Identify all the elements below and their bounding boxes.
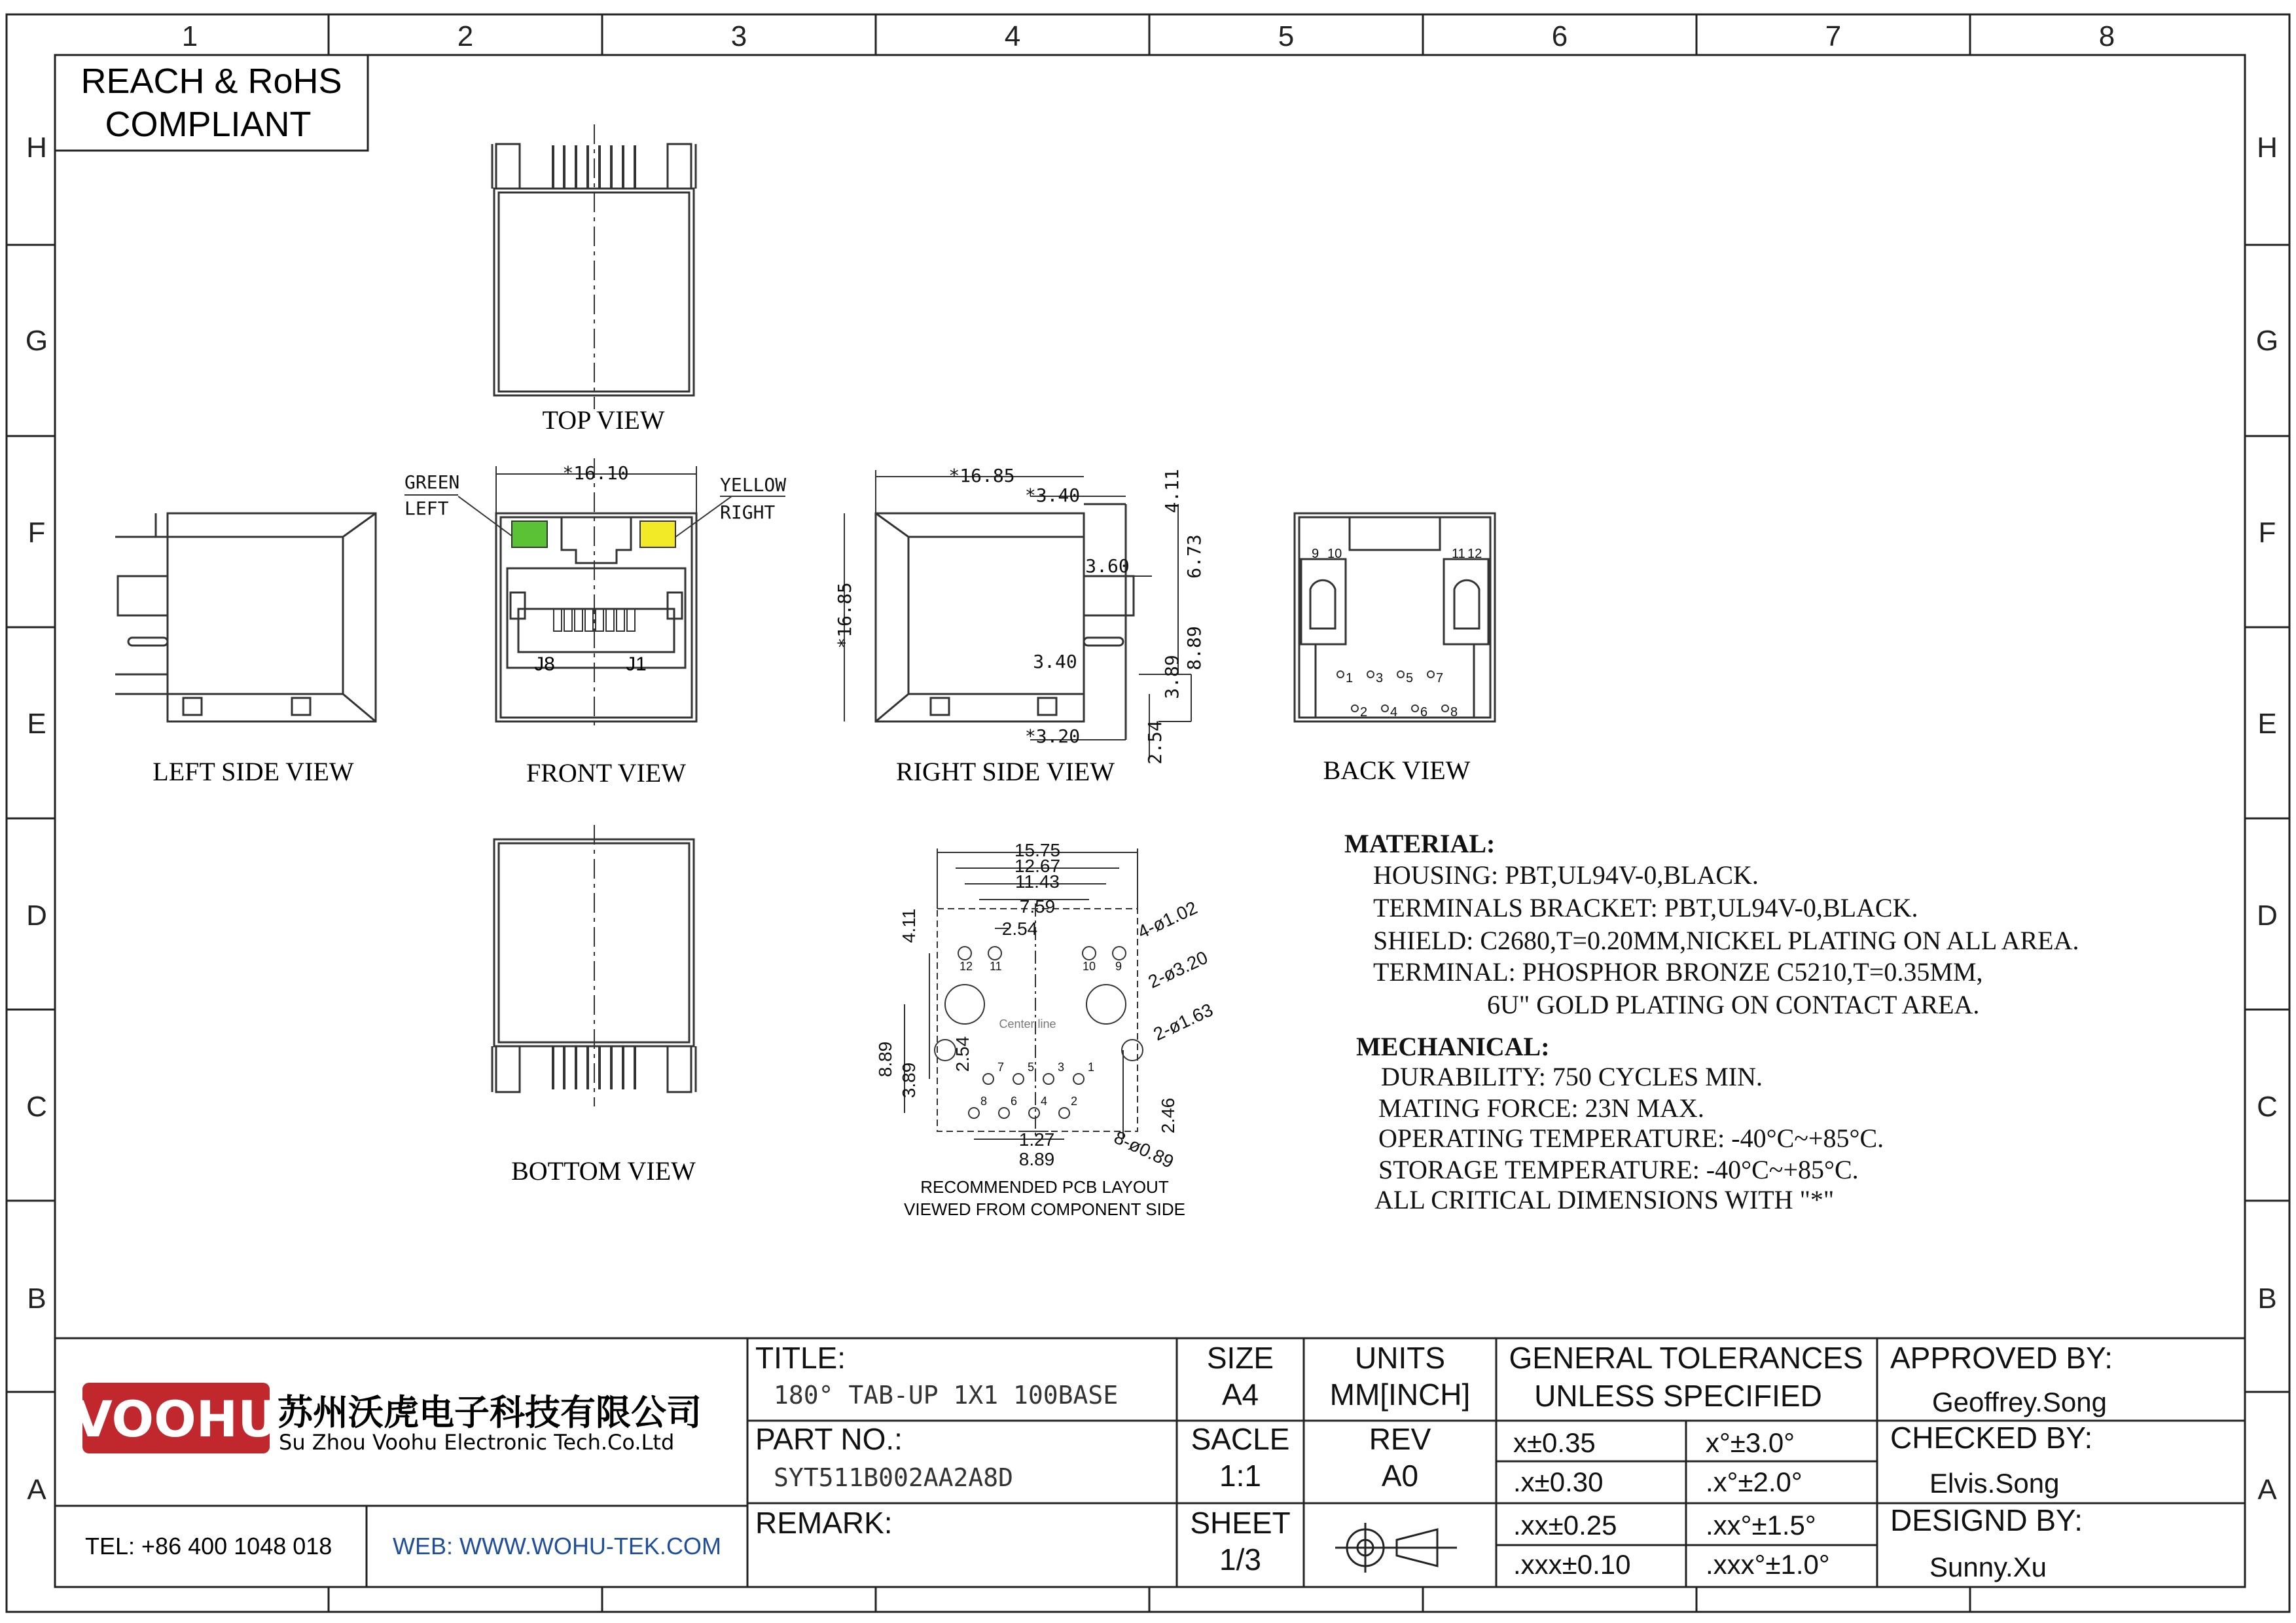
units-label: UNITS — [1355, 1341, 1445, 1375]
bottom-view-drawing — [492, 825, 696, 1106]
pcb-vdim-411: 4.11 — [899, 908, 919, 943]
pcb-center-line-label: Center line — [999, 1017, 1056, 1030]
size-label: SIZE — [1206, 1341, 1274, 1375]
col-label-8: 8 — [2098, 20, 2115, 52]
part-no-value: SYT511B002AA2A8D — [774, 1463, 1014, 1492]
company-name-cn: 苏州沃虎电子科技有限公司 — [278, 1392, 702, 1433]
scale-value: 1:1 — [1219, 1459, 1261, 1493]
contact-web: WEB: WWW.WOHU-TEK.COM — [393, 1533, 721, 1559]
row-label-a-right: A — [2257, 1474, 2277, 1506]
rs-dim-360: 3.60 — [1085, 555, 1130, 577]
rs-dim-411: 4.11 — [1161, 469, 1183, 513]
material-line-2: TERMINALS BRACKET: PBT,UL94V-0,BLACK. — [1373, 893, 1918, 922]
led-right-side-label: RIGHT — [720, 501, 776, 523]
pin-j8-label: J8 — [534, 653, 555, 675]
row-label-h-left: H — [26, 132, 47, 164]
col-label-2: 2 — [457, 20, 474, 52]
col-label-5: 5 — [1278, 20, 1295, 52]
rs-length-dim: *16.85 — [948, 465, 1015, 486]
led-green — [512, 521, 547, 547]
pcb-hole-089: 8-ø0.89 — [1111, 1127, 1177, 1173]
led-left-color-label: GREEN — [404, 471, 460, 493]
pcb-hole-320: 2-ø3.20 — [1145, 947, 1211, 993]
row-label-b-right: B — [2257, 1283, 2277, 1315]
back-led-pin-9: 9 — [1312, 547, 1319, 561]
title-label: TITLE: — [755, 1341, 846, 1375]
back-view-label: BACK VIEW — [1323, 756, 1471, 785]
rev-value: A0 — [1381, 1459, 1419, 1493]
row-label-a-left: A — [27, 1474, 46, 1506]
col-label-7: 7 — [1825, 20, 1842, 52]
mechanical-line-3: OPERATING TEMPERATURE: -40°C~+85°C. — [1378, 1123, 1884, 1153]
row-label-f-right: F — [2258, 517, 2276, 549]
pcb-bdim-127: 1.27 — [1018, 1129, 1055, 1150]
mechanical-line-1: DURABILITY: 750 CYCLES MIN. — [1381, 1062, 1763, 1091]
tol-row4-linear: .xxx±0.10 — [1513, 1549, 1631, 1580]
pcb-dim-1575: 15.75 — [1014, 840, 1061, 860]
pcb-pin-1: 1 — [1088, 1061, 1095, 1074]
top-view-label: TOP VIEW — [542, 405, 665, 435]
pcb-vdim-889: 8.89 — [875, 1041, 895, 1078]
back-pin-3: 3 — [1376, 671, 1384, 685]
rev-label: REV — [1369, 1422, 1431, 1456]
row-label-g-right: G — [2255, 325, 2279, 357]
back-view-drawing — [1295, 513, 1495, 721]
back-led-pin-12: 12 — [1467, 547, 1482, 561]
pcb-caption-line2: VIEWED FROM COMPONENT SIDE — [904, 1199, 1185, 1219]
designed-label: DESIGND BY: — [1890, 1503, 2083, 1537]
front-view-drawing — [458, 458, 732, 727]
pcb-pin-11: 11 — [990, 960, 1002, 973]
pcb-pin-10: 10 — [1083, 960, 1096, 973]
pcb-vdim-389: 3.89 — [899, 1062, 919, 1099]
tol-row3-angular: .xx°±1.5° — [1706, 1510, 1816, 1541]
rs-dim-889: 8.89 — [1183, 626, 1205, 670]
rs-dim-673: 6.73 — [1183, 534, 1205, 579]
back-pin-5: 5 — [1406, 671, 1414, 685]
title-value: 180° TAB-UP 1X1 100BASE — [774, 1381, 1119, 1410]
pin-j1-label: J1 — [626, 653, 647, 675]
rs-height-dim: *16.85 — [834, 582, 855, 649]
material-heading: MATERIAL: — [1344, 829, 1496, 858]
pcb-pin-8: 8 — [980, 1095, 988, 1108]
mechanical-line-4: STORAGE TEMPERATURE: -40°C~+85°C. — [1378, 1155, 1859, 1184]
pcb-dim-1267: 12.67 — [1014, 856, 1061, 876]
right-side-view-label: RIGHT SIDE VIEW — [895, 757, 1115, 786]
pcb-pin-6: 6 — [1011, 1095, 1018, 1108]
units-value: MM[INCH] — [1329, 1377, 1471, 1412]
pcb-caption-line1: RECOMMENDED PCB LAYOUT — [920, 1177, 1169, 1197]
designed-value: Sunny.Xu — [1929, 1552, 2047, 1582]
led-left-side-label: LEFT — [404, 498, 449, 519]
scale-label: SACLE — [1191, 1422, 1290, 1456]
row-label-f-left: F — [27, 517, 46, 549]
pcb-hole-102: 4-ø1.02 — [1134, 897, 1200, 943]
size-value: A4 — [1221, 1377, 1259, 1412]
checked-label: CHECKED BY: — [1890, 1421, 2093, 1455]
checked-value: Elvis.Song — [1929, 1468, 2060, 1499]
pcb-pin-12: 12 — [960, 960, 973, 973]
top-view-drawing — [492, 124, 696, 409]
front-view-label: FRONT VIEW — [526, 758, 687, 788]
part-no-label: PART NO.: — [755, 1422, 903, 1456]
tol-row2-linear: .x±0.30 — [1513, 1467, 1604, 1497]
compliance-line1: REACH & RoHS — [81, 62, 342, 101]
material-line-4: TERMINAL: PHOSPHOR BRONZE C5210,T=0.35MM, — [1373, 957, 1983, 987]
col-label-6: 6 — [1551, 20, 1568, 52]
sheet-value: 1/3 — [1219, 1542, 1261, 1577]
row-label-c-right: C — [2257, 1091, 2278, 1123]
col-label-1: 1 — [181, 20, 198, 52]
row-label-c-left: C — [26, 1091, 47, 1123]
material-line-5: 6U" GOLD PLATING ON CONTACT AREA. — [1487, 990, 1980, 1019]
projection-symbol-icon — [1335, 1523, 1457, 1573]
pcb-vdim-246: 2.46 — [1158, 1097, 1178, 1134]
material-line-1: HOUSING: PBT,UL94V-0,BLACK. — [1373, 860, 1759, 890]
col-label-3: 3 — [730, 20, 747, 52]
pcb-hole-163: 2-ø1.63 — [1150, 999, 1216, 1045]
row-label-e-left: E — [27, 708, 46, 740]
back-pin-7: 7 — [1436, 671, 1444, 685]
approved-value: Geoffrey.Song — [1932, 1387, 2107, 1417]
material-line-3: SHIELD: C2680,T=0.20MM,NICKEL PLATING ON ALL AREA. — [1373, 926, 2079, 955]
right-side-view-drawing — [876, 504, 1134, 740]
row-label-g-left: G — [25, 325, 48, 357]
pcb-layout-drawing — [905, 848, 1143, 1139]
pcb-pin-7: 7 — [997, 1061, 1005, 1074]
logo-text: VOOHU — [73, 1390, 279, 1448]
back-pin-2: 2 — [1360, 705, 1368, 720]
pcb-pin-5: 5 — [1028, 1061, 1035, 1074]
approved-label: APPROVED BY: — [1890, 1341, 2113, 1375]
compliance-line2: COMPLIANT — [105, 105, 312, 144]
row-label-b-left: B — [27, 1283, 46, 1315]
bottom-view-label: BOTTOM VIEW — [511, 1156, 696, 1186]
company-name-en: Su Zhou Voohu Electronic Tech.Co.Ltd — [279, 1430, 675, 1455]
tolerance-heading-1: GENERAL TOLERANCES — [1509, 1341, 1863, 1375]
back-led-pin-10: 10 — [1327, 547, 1342, 561]
back-pin-8: 8 — [1450, 705, 1458, 720]
pcb-dim-1143: 11.43 — [1015, 871, 1060, 892]
row-label-e-right: E — [2257, 708, 2277, 740]
back-pin-1: 1 — [1346, 671, 1354, 685]
left-side-view-drawing — [115, 513, 376, 721]
rs-dim-340-top: *3.40 — [1024, 484, 1081, 506]
mechanical-line-2: MATING FORCE: 23N MAX. — [1378, 1093, 1704, 1123]
pcb-vdim-254: 2.54 — [952, 1036, 973, 1072]
pcb-pin-9: 9 — [1115, 960, 1122, 973]
sheet-label: SHEET — [1190, 1506, 1291, 1540]
rs-dim-254: 2.54 — [1144, 720, 1166, 765]
rs-dim-340: 3.40 — [1033, 651, 1077, 672]
row-label-h-right: H — [2257, 132, 2278, 164]
col-label-4: 4 — [1004, 20, 1021, 52]
mechanical-line-5: ALL CRITICAL DIMENSIONS WITH "*" — [1374, 1185, 1835, 1214]
mechanical-heading: MECHANICAL: — [1356, 1032, 1550, 1061]
row-label-d-left: D — [26, 900, 47, 932]
pcb-pin-2: 2 — [1071, 1095, 1078, 1108]
rs-dim-320: *3.20 — [1024, 725, 1081, 747]
rs-dim-389: 3.89 — [1161, 655, 1183, 699]
tolerance-heading-2: UNLESS SPECIFIED — [1534, 1379, 1822, 1413]
led-yellow — [640, 521, 675, 547]
pcb-pin-4: 4 — [1041, 1095, 1048, 1108]
back-pin-4: 4 — [1390, 705, 1398, 720]
contact-tel: TEL: +86 400 1048 018 — [85, 1533, 332, 1559]
back-pin-6: 6 — [1420, 705, 1428, 720]
pcb-bdim-889: 8.89 — [1018, 1149, 1055, 1169]
tol-row2-angular: .x°±2.0° — [1706, 1467, 1803, 1497]
remark-label: REMARK: — [755, 1506, 893, 1540]
led-right-color-label: YELLOW — [720, 474, 787, 496]
front-width-dim: *16.10 — [562, 462, 629, 484]
tol-row3-linear: .xx±0.25 — [1513, 1510, 1617, 1541]
tol-row1-angular: x°±3.0° — [1706, 1427, 1795, 1458]
left-side-view-label: LEFT SIDE VIEW — [152, 757, 354, 786]
tol-row1-linear: x±0.35 — [1513, 1427, 1596, 1458]
tol-row4-angular: .xxx°±1.0° — [1706, 1549, 1830, 1580]
title-block-grid — [55, 1338, 2245, 1587]
pcb-dim-759: 7.59 — [1019, 896, 1056, 917]
pcb-pin-3: 3 — [1058, 1061, 1065, 1074]
row-label-d-right: D — [2257, 900, 2278, 932]
back-led-pin-11: 11 — [1452, 547, 1465, 561]
pcb-dim-254: 2.54 — [1001, 919, 1038, 939]
